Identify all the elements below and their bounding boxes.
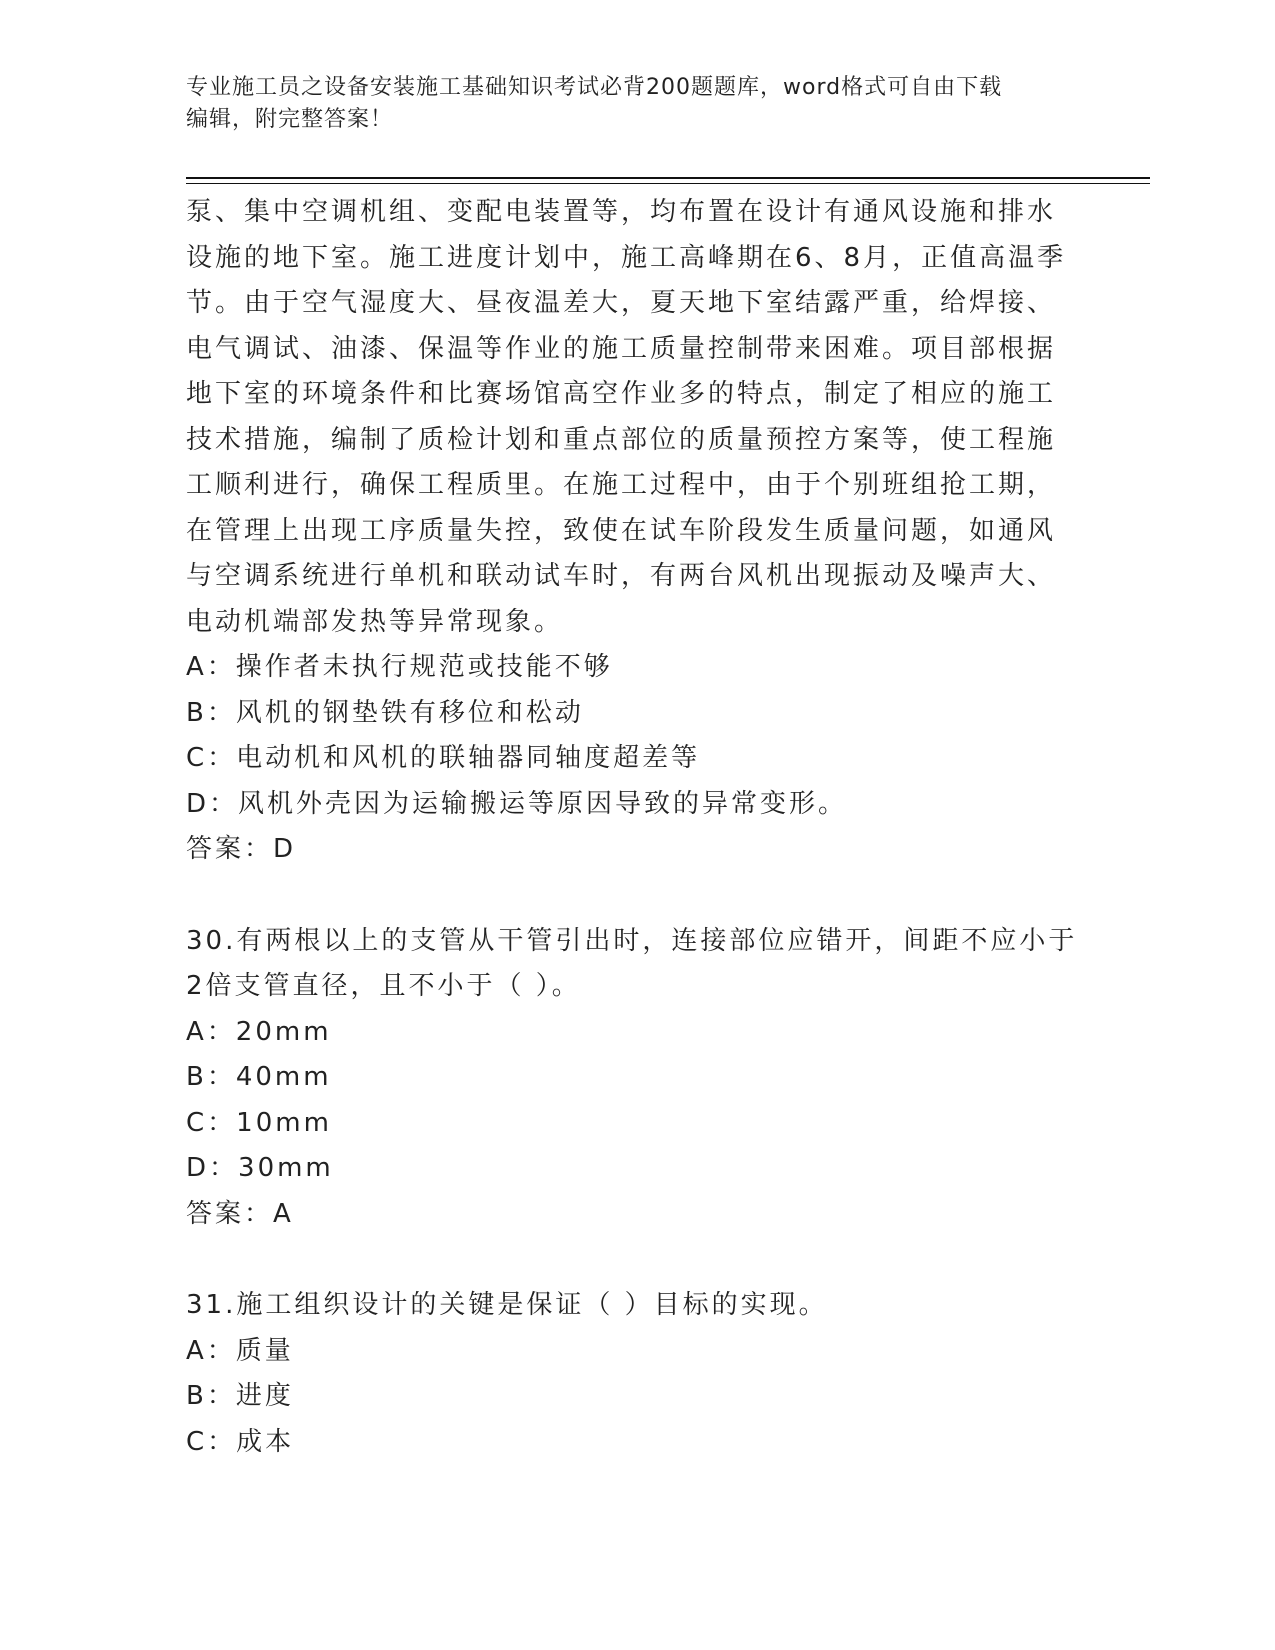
option-a: A：操作者未执行规范或技能不够 [186,652,613,682]
question-30 [186,919,1086,1238]
question-text-line: 泵、集中空调机组、变配电装置等，均布置在设计有通风设施和排水 [186,197,1057,227]
option-c: C：10mm [186,1107,332,1138]
option-b: B：风机的钢垫铁有移位和松动 [186,697,584,728]
question-text-line: 在管理上出现工序质量失控，致使在试车阶段发生质量问题，如通风 [186,515,1057,546]
question-text-line: 电气调试、油漆、保温等作业的施工质量控制带来困难。项目部根据 [186,333,1057,364]
option-d: D：30mm [186,1153,334,1183]
option-c: C：电动机和风机的联轴器同轴度超差等 [186,743,701,773]
option-a: A：20mm [186,1016,332,1047]
header-divider-thin [186,183,1150,184]
option-b: B：40mm [186,1062,332,1092]
header-title-line-2: 编辑，附完整答案！ [186,107,394,132]
question-31 [186,1283,1086,1465]
question-text-line: 设施的地下室。施工进度计划中，施工高峰期在6、8月，正值高温季 [186,242,1067,273]
option-c: C：成本 [186,1426,295,1457]
question-content [186,190,1086,1465]
question-text-line: 31.施工组织设计的关键是保证（ ）目标的实现。 [186,1290,828,1320]
option-a: A：质量 [186,1335,294,1366]
answer-label: 答案：A [186,1198,294,1229]
option-d: D：风机外壳因为运输搬运等原因导致的异常变形。 [186,788,848,819]
question-text-line: 地下室的环境条件和比赛场馆高空作业多的特点，制定了相应的施工 [186,379,1057,409]
question-text-line: 2倍支管直径，且不小于（ ）。 [186,971,581,1001]
header-title-line-1: 专业施工员之设备安装施工基础知识考试必背200题题库，word格式可自由下载 [186,75,1003,100]
header-divider-thick [186,177,1150,179]
question-text-line: 节。由于空气湿度大、昼夜温差大，夏天地下室结露严重，给焊接、 [186,288,1057,318]
answer-label: 答案：D [186,834,297,864]
spacer [186,873,1086,919]
question-text-line: 电动机端部发热等异常现象。 [186,606,564,637]
page-header [186,72,1086,136]
question-text-line: 30.有两根以上的支管从干管引出时，连接部位应错开，间距不应小于 [186,925,1078,956]
option-b: B：进度 [186,1381,294,1411]
question-text-line: 工顺利进行，确保工程质里。在施工过程中，由于个别班组抢工期， [186,470,1057,500]
question-29 [186,190,1086,873]
question-text-line: 与空调系统进行单机和联动试车时，有两台风机出现振动及噪声大、 [186,561,1057,591]
spacer [186,1237,1086,1283]
question-text-line: 技术措施，编制了质检计划和重点部位的质量预控方案等，使工程施 [186,424,1057,455]
